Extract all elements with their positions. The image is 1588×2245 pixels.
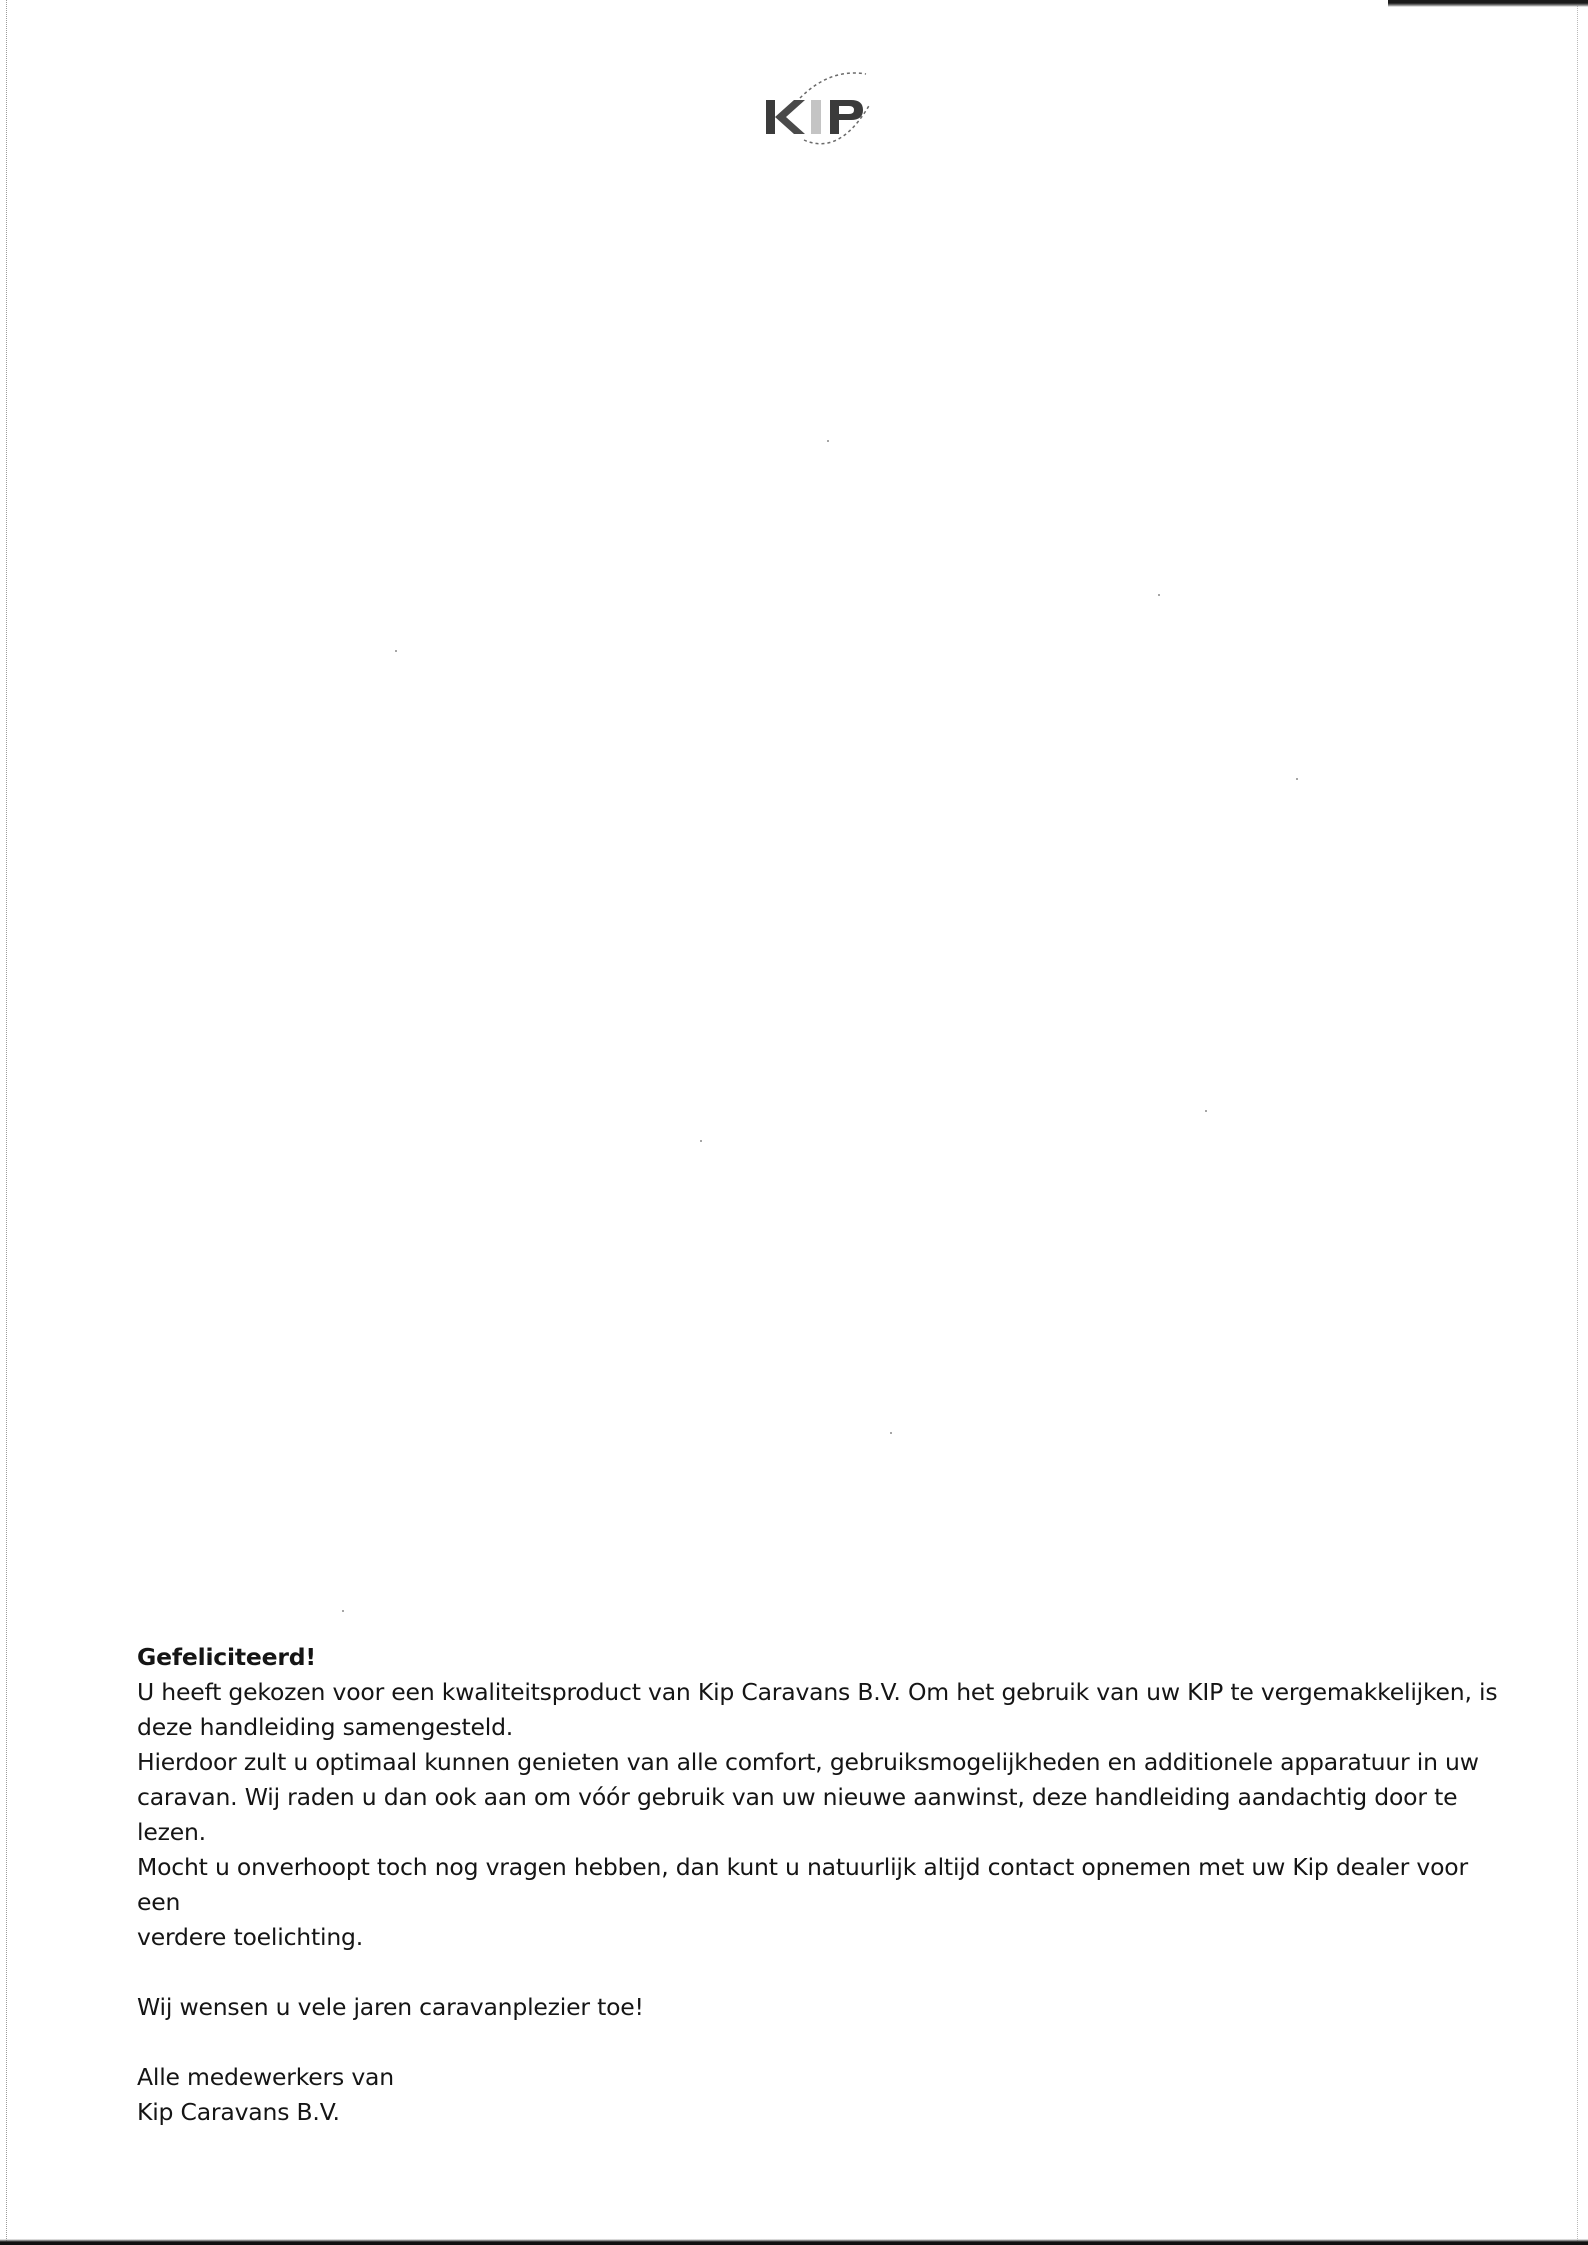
paragraph-line: caravan. Wij raden u dan ook aan om vóór gebruik van uw nieuwe aanwinst, deze handleiding aandachtig door te lezen. (137, 1783, 1458, 1846)
letter-heading: Gefeliciteerd! (137, 1643, 316, 1671)
closing-wish: Wij wensen u vele jaren caravanplezier toe! (137, 1993, 644, 2021)
scan-speck (890, 1432, 892, 1434)
scan-speck (395, 650, 397, 652)
signature-line: Kip Caravans B.V. (137, 2098, 340, 2126)
scan-edge-right (1577, 0, 1578, 2245)
paragraph-line: deze handleiding samengesteld. (137, 1713, 514, 1741)
kip-logo (748, 64, 888, 154)
letter-body (137, 1640, 1517, 2130)
kip-logo-icon (748, 64, 888, 154)
paragraph-line: Hierdoor zult u optimaal kunnen genieten van alle comfort, gebruiksmogelijkheden en additionele apparatuur in uw (137, 1748, 1479, 1776)
scan-speck (700, 1140, 702, 1142)
scan-edge-bottom (0, 2239, 1588, 2245)
scan-speck (342, 1610, 344, 1612)
scan-speck (827, 440, 829, 442)
spacer (137, 1955, 1517, 1990)
scan-speck (1296, 778, 1298, 780)
scan-speck (1205, 1110, 1207, 1112)
scan-edge-top (1388, 0, 1588, 7)
signature-line: Alle medewerkers van (137, 2063, 394, 2091)
paragraph-line: verdere toelichting. (137, 1923, 364, 1951)
spacer (137, 2025, 1517, 2060)
scan-edge-left (6, 0, 7, 2245)
paragraph-line: U heeft gekozen voor een kwaliteitsproduct van Kip Caravans B.V. Om het gebruik van uw KIP te vergemakkelijken, is (137, 1678, 1498, 1706)
paragraph-line: Mocht u onverhoopt toch nog vragen hebben, dan kunt u natuurlijk altijd contact opnemen met uw Kip dealer voor een (137, 1853, 1468, 1916)
scan-speck (1158, 594, 1160, 596)
